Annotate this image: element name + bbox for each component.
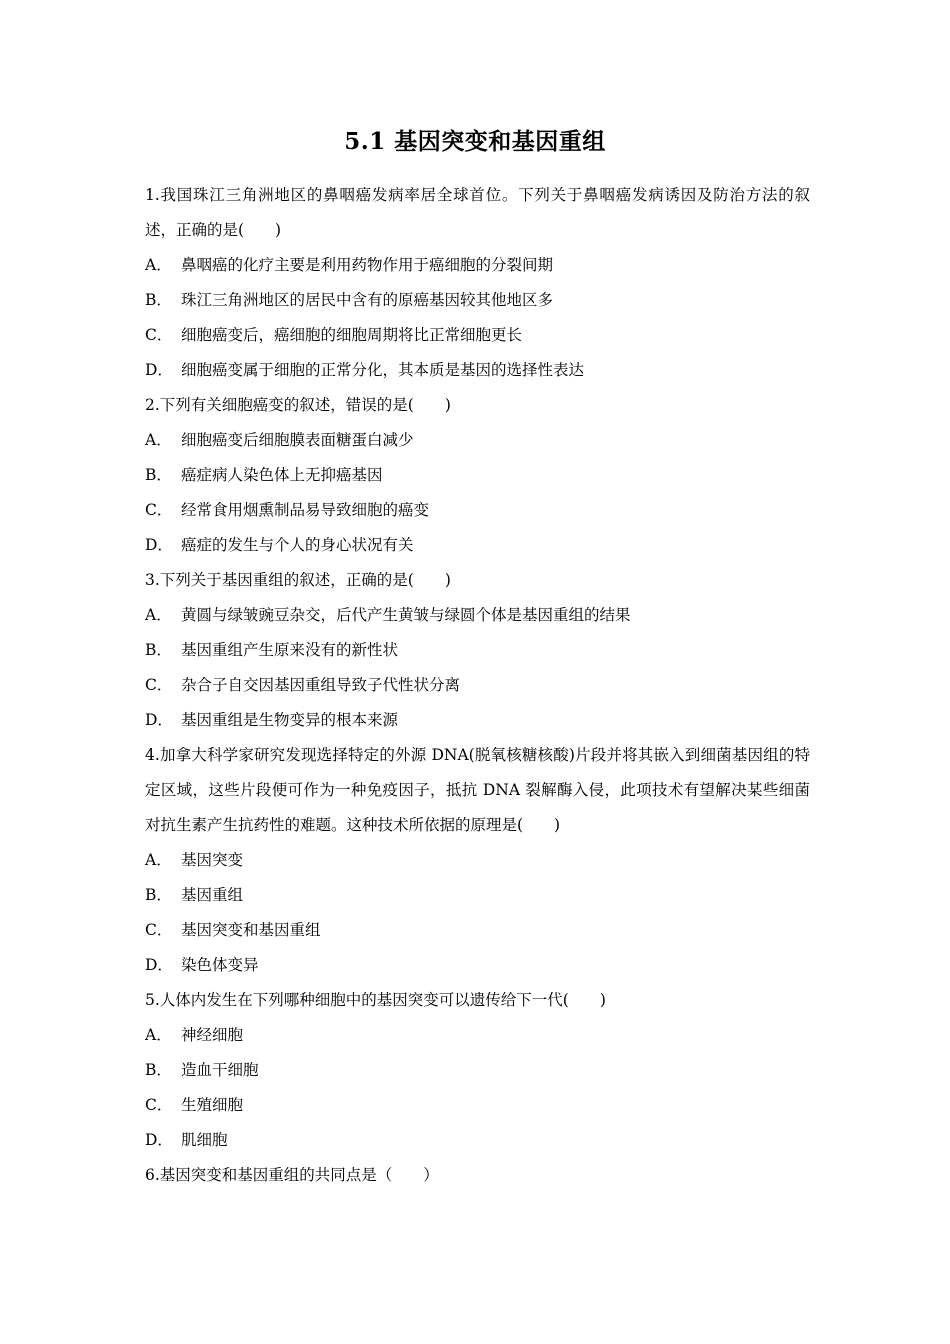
option-letter: A．: [145, 431, 172, 449]
question-stem: 3.下列关于基因重组的叙述，正确的是( ): [145, 571, 451, 589]
option-text: 珠江三角洲地区的居民中含有的原癌基因较其他地区多: [181, 291, 554, 309]
option-letter: D．: [145, 361, 173, 379]
option-d: [145, 703, 810, 738]
option-b: [145, 878, 810, 913]
option-text: 基因突变: [181, 851, 244, 869]
question-stem: 2.下列有关细胞癌变的叙述，错误的是( ): [145, 396, 451, 414]
option-text: 肌细胞: [181, 1131, 228, 1149]
question-2: [145, 388, 810, 563]
option-c: [145, 493, 810, 528]
option-a: [145, 423, 810, 458]
option-text: 细胞癌变后细胞膜表面糖蛋白减少: [181, 431, 414, 449]
option-text: 细胞癌变属于细胞的正常分化，其本质是基因的选择性表达: [181, 361, 585, 379]
option-letter: A．: [145, 256, 172, 274]
option-text: 基因重组产生原来没有的新性状: [181, 641, 399, 659]
option-text: 基因突变和基因重组: [181, 921, 321, 939]
option-a: [145, 1018, 810, 1053]
question-3: [145, 563, 810, 738]
option-letter: A．: [145, 851, 172, 869]
option-text: 鼻咽癌的化疗主要是利用药物作用于癌细胞的分裂间期: [181, 256, 554, 274]
option-c: [145, 318, 810, 353]
option-c: [145, 1088, 810, 1123]
option-b: [145, 283, 810, 318]
question-5: [145, 983, 810, 1158]
option-b: [145, 458, 810, 493]
option-text: 造血干细胞: [181, 1061, 259, 1079]
option-text: 杂合子自交因基因重组导致子代性状分离: [181, 676, 461, 694]
option-c: [145, 913, 810, 948]
option-letter: A．: [145, 606, 172, 624]
option-letter: B．: [145, 466, 172, 484]
option-letter: D．: [145, 1131, 173, 1149]
question-stem: 6.基因突变和基因重组的共同点是（ ）: [145, 1166, 439, 1184]
option-text: 生殖细胞: [181, 1096, 244, 1114]
question-stem: 1.我国珠江三角洲地区的鼻咽癌发病率居全球首位。下列关于鼻咽癌发病诱因及防治方法的叙述，正确的是( ): [145, 186, 810, 239]
option-d: [145, 1123, 810, 1158]
option-text: 细胞癌变后，癌细胞的细胞周期将比正常细胞更长: [181, 326, 523, 344]
question-4: [145, 738, 810, 983]
option-c: [145, 668, 810, 703]
option-a: [145, 598, 810, 633]
option-text: 癌症病人染色体上无抑癌基因: [181, 466, 383, 484]
option-letter: C．: [145, 1096, 173, 1114]
question-stem: 4.加拿大科学家研究发现选择特定的外源 DNA(脱氧核糖核酸)片段并将其嵌入到细菌基因组的特定区域，这些片段便可作为一种免疫因子，抵抗 DNA 裂解酶入侵，此项技术有望解决某些细菌对抗生素产生抗药性的难题。这种技术所依据的原理是( ): [145, 746, 810, 834]
option-d: [145, 353, 810, 388]
question-stem: 5.人体内发生在下列哪种细胞中的基因突变可以遗传给下一代( ): [145, 991, 606, 1009]
option-letter: B．: [145, 291, 172, 309]
option-text: 经常食用烟熏制品易导致细胞的癌变: [181, 501, 430, 519]
option-a: [145, 248, 810, 283]
question-6: [145, 1158, 810, 1193]
page-title: 5.1 基因突变和基因重组: [344, 128, 606, 155]
option-d: [145, 948, 810, 983]
option-letter: D．: [145, 956, 173, 974]
option-d: [145, 528, 810, 563]
option-letter: C．: [145, 326, 173, 344]
option-b: [145, 1053, 810, 1088]
option-letter: B．: [145, 641, 172, 659]
option-letter: B．: [145, 886, 172, 904]
option-letter: C．: [145, 501, 173, 519]
option-letter: B．: [145, 1061, 172, 1079]
option-text: 染色体变异: [181, 956, 259, 974]
option-text: 神经细胞: [181, 1026, 244, 1044]
option-text: 癌症的发生与个人的身心状况有关: [181, 536, 414, 554]
option-letter: C．: [145, 921, 173, 939]
option-letter: C．: [145, 676, 173, 694]
question-list: [145, 178, 810, 1193]
option-letter: A．: [145, 1026, 172, 1044]
option-letter: D．: [145, 711, 173, 729]
option-text: 基因重组是生物变异的根本来源: [181, 711, 399, 729]
option-text: 基因重组: [181, 886, 244, 904]
option-text: 黄圆与绿皱豌豆杂交，后代产生黄皱与绿圆个体是基因重组的结果: [181, 606, 631, 624]
option-a: [145, 843, 810, 878]
option-b: [145, 633, 810, 668]
question-1: [145, 178, 810, 388]
option-letter: D．: [145, 536, 173, 554]
